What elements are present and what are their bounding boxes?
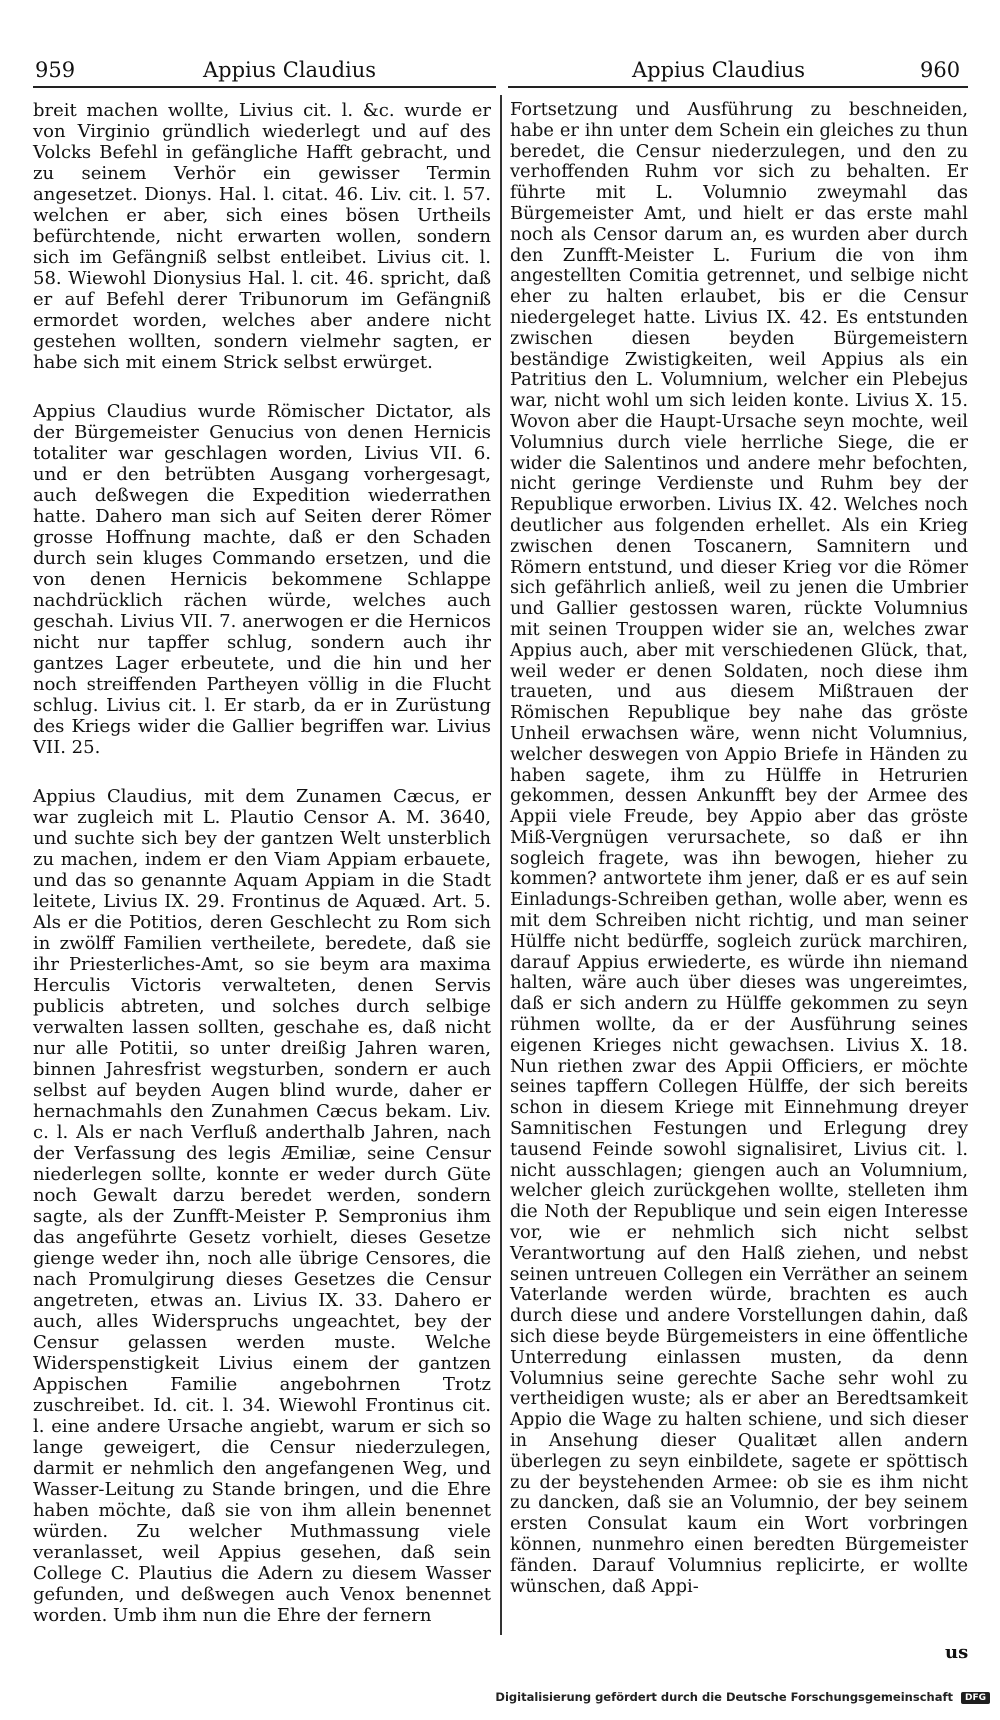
dfg-logo: DFG (961, 1692, 990, 1704)
right-running-title: Appius Claudius (632, 58, 806, 82)
footer-text: Digitalisierung gefördert durch die Deutsche Forschungsgemeinschaft (495, 1690, 953, 1704)
paragraph: Appius Claudius, mit dem Zunamen Cæcus, er war zugleich mit L. Plautio Censor A. M. 3640, und suchte sich bey der gantzen Welt unsterblich zu machen, indem er den Viam Appiam erbauete, und das so genannte Aquam Appiam in die Stadt leitete, Livius IX. 29. Frontinus de Aquæd. Art. 5. Als er die Potitios, deren Geschlecht zu Rom sich in zwölff Familien vertheilete, beredete, daß sie ihr Priesterliches-Amt, so sie beym ara maxima Herculis Victoris verwalteten, denen Servis publicis abtreten, und solches durch selbige verwalten lassen sollten, geschahe es, daß nicht nur alle Potitii, so unter dreißig Jahren waren, binnen Jahresfrist wegsturben, sondern er auch selbst auf beyden Augen blind wurde, daher er hernachmahls den Zunahmen Cæcus bekam. Liv. c. l. Als er nach Verfluß anderthalb Jahren, nach der Verfassung des legis Æmiliæ, seine Censur niederlegen sollte, konnte er weder durch Güte noch Gewalt darzu beredet werden, sondern sagte, als der Zunfft-Meister P. Sempronius ihm das angeführte Gesetz vorhielt, dieses Gesetze gienge weder ihn, noch alle übrige Censores, die nach Promulgirung dieses Gesetzes die Censur angetreten, etwas an. Livius IX. 33. Dahero er auch, alles Widerspruchs ungeachtet, bey der Censur gelassen werden muste. Welche Widerspenstigkeit Livius einem der gantzen Appischen Familie angebohrnen Trotz zuschreibet. Id. cit. l. 34. Wiewohl Frontinus cit. l. eine andere Ursache angiebt, warum er sich so lange geweigert, die Censur niederzulegen, darmit er nehmlich den angefangenen Weg, und Wasser-Leitung zu Stande bringen, und die Ehre haben möchte, daß sie von ihm allein benennet würden. Zu welcher Muthmassung viele veranlasset, weil Appius gesehen, daß sein College C. Plautius die Adern zu diesem Wasser gefunden, und deßwegen auch Venox benennet worden. Umb ihm nun die Ehre der fernern (33, 786, 491, 1626)
column-divider (500, 95, 502, 1635)
paragraph: breit machen wollte, Livius cit. l. &c. wurde er von Virginio gründlich wiederlegt und auf des Volcks Befehl in gefängliche Hafft gebracht, und zu seinem Verhör ein gewisser Termin angesetzet. Dionys. Hal. l. citat. 46. Liv. cit. l. 57. welchen er aber, sich eines bösen Urtheils befürchtende, nicht erwarten wollen, sondern sich im Gefängniß selbst entleibet. Livius cit. l. 58. Wiewohl Dionysius Hal. l. cit. 46. spricht, daß er auf Befehl derer Tribunorum im Gefängniß ermordet worden, welches aber andere nicht gestehen wollten, sondern vielmehr sagten, er habe sich mit einem Strick selbst erwürget. (33, 100, 491, 373)
right-page-number: 960 (920, 58, 961, 82)
right-header-rule (508, 86, 968, 88)
left-running-title: Appius Claudius (203, 58, 377, 82)
left-header-rule (33, 86, 496, 88)
left-page-number: 959 (35, 58, 76, 82)
right-column (510, 100, 968, 1625)
footer (0, 1690, 1000, 1712)
paragraph: Fortsetzung und Ausführung zu beschneiden, habe er ihn unter dem Schein ein gleiches zu thun beredet, die Censur niederzulegen, und den zu verhoffenden Ruhm vor sich zu behalten. Er führte mit L. Volumnio zweymahl das Bürgemeister Amt, und hielt er das erste mahl noch als Censor darum an, es wurden aber durch den Zunfft-Meister L. Furium die von ihm angestellten Comitia getrennet, und selbige nicht eher zu halten erlaubet, bis er die Censur niedergeleget hatte. Livius IX. 42. Es entstunden zwischen diesen beyden Bürgemeistern beständige Zwistigkeiten, weil Appius als ein Patritius den L. Volumnium, welcher ein Plebejus war, nicht wohl um sich leiden konte. Livius X. 15. Wovon aber die Haupt-Ursache seyn mochte, weil Volumnius durch viele herrliche Siege, die er wider die Salentinos und andere mehr befochten, nicht geringe Verdienste und Ruhm bey der Republique erworben. Livius IX. 42. Welches noch deutlicher aus folgenden erhellet. Als ein Krieg zwischen denen Toscanern, Samnitern und Römern entstund, und dieser Krieg vor die Römer sich gefährlich anließ, weil zu jenen die Umbrier und Gallier gestossen waren, rückte Volumnius mit seinen Trouppen wider sie an, welches zwar Appius auch, aber mit verschiedenen Glück, that, weil weder er denen Soldaten, noch diese ihm traueten, und aus diesem Mißtrauen der Römischen Republique bey nahe das gröste Unheil erwachsen wäre, wenn nicht Volumnius, welcher deswegen von Appio Briefe in Händen zu haben sagete, ihm zu Hülffe in Hetrurien gekommen, dessen Ankunfft bey der Armee des Appii viele Freude, bey Appio aber das gröste Miß-Vergnügen verursachete, so daß er ihn sogleich fragete, was ihn bewogen, hieher zu kommen? antwortete ihm jener, daß er es auf sein Einladungs-Schreiben gethan, wolle aber, wenn es mit dem Schreiben nicht richtig, und man seiner Hülffe nicht bedürffe, sogleich zurück marchiren, darauf Appius erwiederte, es würde ihn niemand halten, wäre auch über dieses was ungereimtes, daß er sich andern zu Hülffe gekommen zu seyn rühmen wollte, da er der Ausführung seines eigenen Krieges nicht gewachsen. Livius X. 18. Nun riethen zwar des Appii Officiers, er möchte seines tapffern Collegen Hülffe, der sich bereits schon in diesem Kriege mit Einnehmung dreyer Samnitischen Festungen und Erlegung drey tausend Feinde sowohl signalisiret, Livius cit. l. nicht ausschlagen; giengen auch an Volumnium, welcher gleich zurückgehen wollte, stelleten ihm die Noth der Republique und sein eigen Interesse vor, wie er nehmlich sich nicht selbst Verantwortung auf den Halß ziehen, und nebst seinen untreuen Collegen ein Verräther an seinem Vaterlande werden würde, brachten es auch durch diese und andere Vorstellungen dahin, daß sich diese beyde Bürgemeisters in eine öffentliche Unterredung einlassen musten, da denn Volumnius seine gerechte Sache sehr wohl zu vertheidigen wuste; als er aber an Beredtsamkeit Appio die Wage zu halten schiene, und sich dieser in Ansehung dieser Qualitæt allen andern überlegen zu seyn einbildete, sagete er spöttisch zu der beystehenden Armee: ob sie es ihm nicht zu dancken, daß sie an Volumnio, der bey seinem ersten Consulat kaum ein Wort vorbringen können, nunmehro einen beredten Bürgemeister fänden. Darauf Volumnius replicirte, er wollte wünschen, daß Appi- (510, 99, 968, 1597)
left-column (33, 100, 491, 1654)
paragraph: Appius Claudius wurde Römischer Dictator, als der Bürgemeister Genucius von denen Hernicis totaliter war geschlagen worden, Livius VII. 6. und er den betrübten Ausgang vorhergesagt, auch deßwegen die Expedition wiederrathen hatte. Dahero man sich auf Seiten derer Römer grosse Hoffnung machte, daß er den Schaden durch sein kluges Commando ersetzen, und die von denen Hernicis bekommene Schlappe nachdrücklich rächen würde, welches auch geschah. Livius VII. 7. anerwogen er die Hernicos nicht nur tapffer schlug, sondern auch ihr gantzes Lager erbeutete, und die hin und her noch streiffenden Partheyen völlig in die Flucht schlug. Livius cit. l. Er starb, da er in Zurüstung des Kriegs wider die Gallier begriffen war. Livius VII. 25. (33, 401, 491, 758)
catchword: us (945, 1642, 969, 1663)
